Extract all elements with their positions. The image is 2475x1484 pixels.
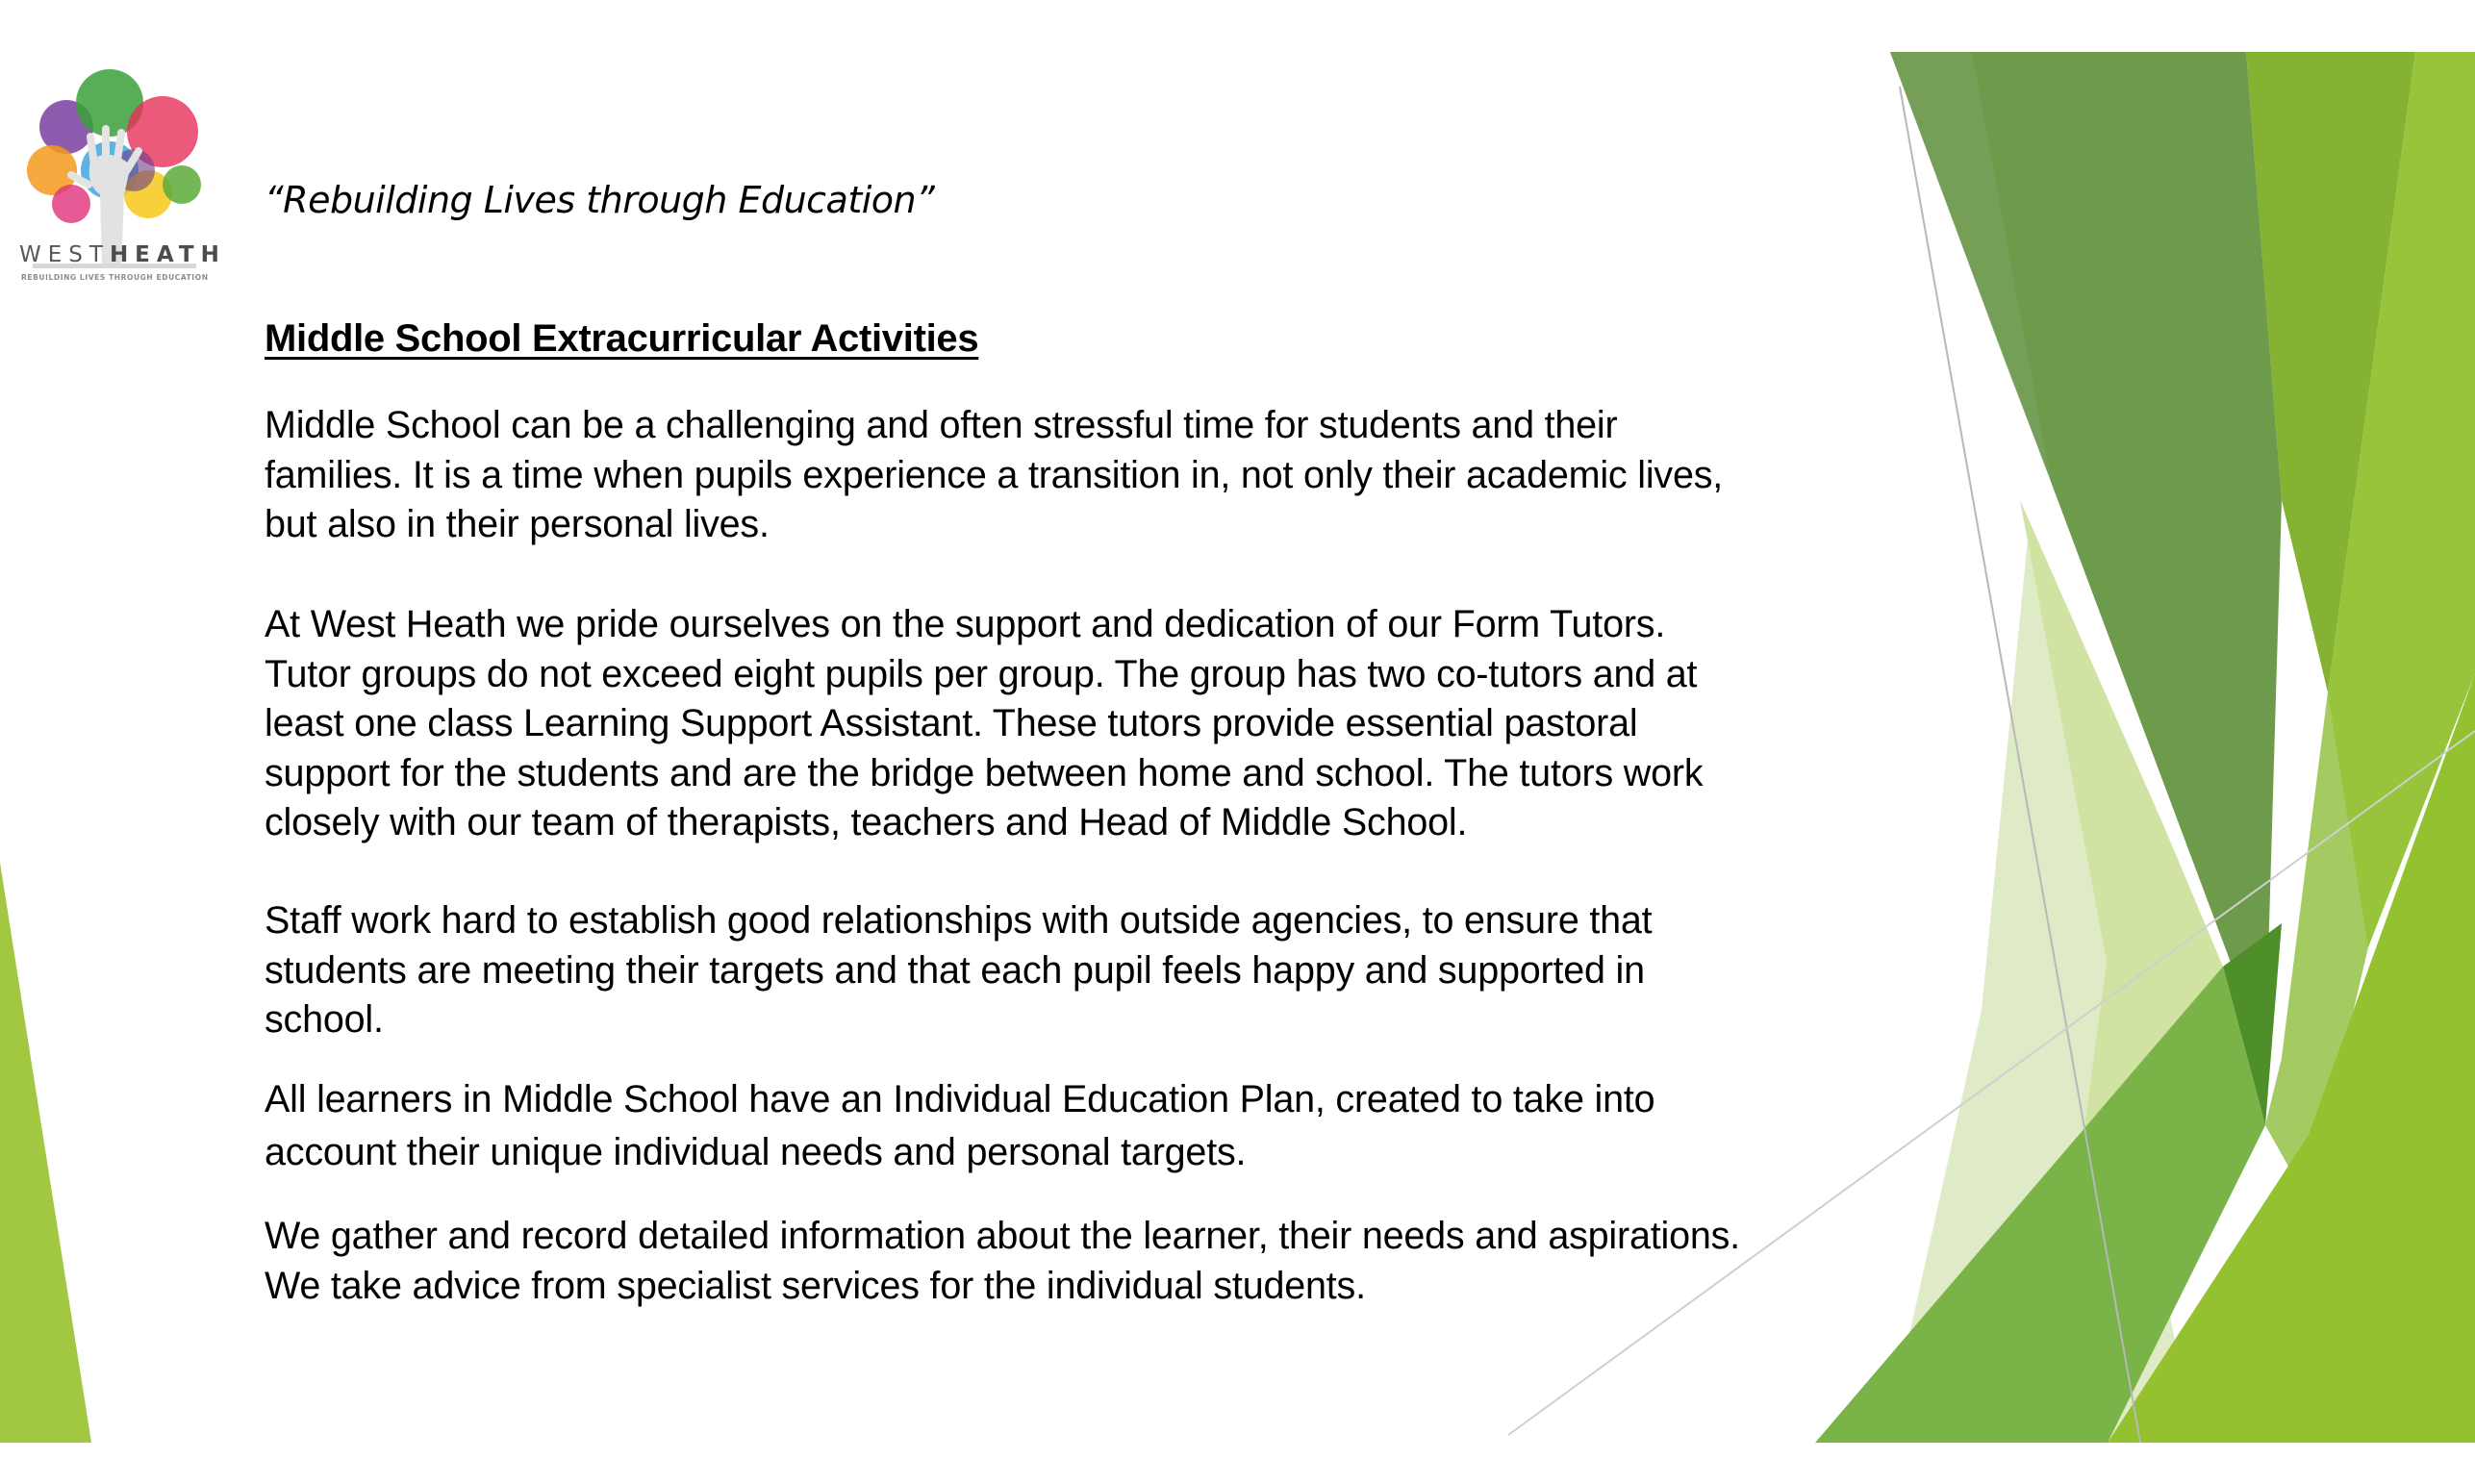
paragraph-intro xyxy=(265,401,1919,550)
paragraph-agencies xyxy=(265,896,1919,1045)
paragraph-information xyxy=(265,1212,1919,1311)
paragraph-tutors xyxy=(265,600,1919,848)
logo-word-bold: HEATH xyxy=(109,242,226,267)
paragraph-line: closely with our team of therapists, teachers and Head of Middle School. xyxy=(265,801,1468,843)
paragraph-line: Staff work hard to establish good relationships with outside agencies, to ensure that xyxy=(265,899,1653,942)
paragraph-line: We gather and record detailed information about the learner, their needs and aspirations. xyxy=(265,1215,1740,1257)
motto-quote: “Rebuilding Lives through Education” xyxy=(265,179,935,221)
paragraph-line: All learners in Middle School have an Individual Education Plan, created to take into xyxy=(265,1078,1655,1120)
left-accent-triangle xyxy=(0,863,91,1443)
page-heading: Middle School Extracurricular Activities xyxy=(265,317,979,360)
paragraph-line: least one class Learning Support Assistant. These tutors provide essential pastoral xyxy=(265,702,1638,744)
logo-wordmark xyxy=(19,242,226,267)
paragraph-line: account their unique individual needs and personal targets. xyxy=(265,1131,1247,1173)
paragraph-line: families. It is a time when pupils experience a transition in, not only their academic lives, xyxy=(265,453,1724,496)
logo-word-light: WEST xyxy=(19,242,110,267)
paragraph-line: school. xyxy=(265,998,384,1041)
paragraph-line: At West Heath we pride ourselves on the support and dedication of our Form Tutors. xyxy=(265,603,1666,645)
paragraph-line: support for the students and are the bridge between home and school. The tutors work xyxy=(265,751,1704,794)
paragraph-line: We take advice from specialist services for the individual students. xyxy=(265,1264,1366,1307)
paragraph-line: but also in their personal lives. xyxy=(265,503,770,545)
paragraph-line: Middle School can be a challenging and often stressful time for students and their xyxy=(265,404,1618,446)
paragraph-line: students are meeting their targets and that each pupil feels happy and supported in xyxy=(265,948,1645,992)
paragraph-line: Tutor groups do not exceed eight pupils per group. The group has two co-tutors and at xyxy=(265,652,1698,695)
paragraph-iep xyxy=(265,1073,1919,1179)
logo-tagline: REBUILDING LIVES THROUGH EDUCATION xyxy=(21,273,209,282)
